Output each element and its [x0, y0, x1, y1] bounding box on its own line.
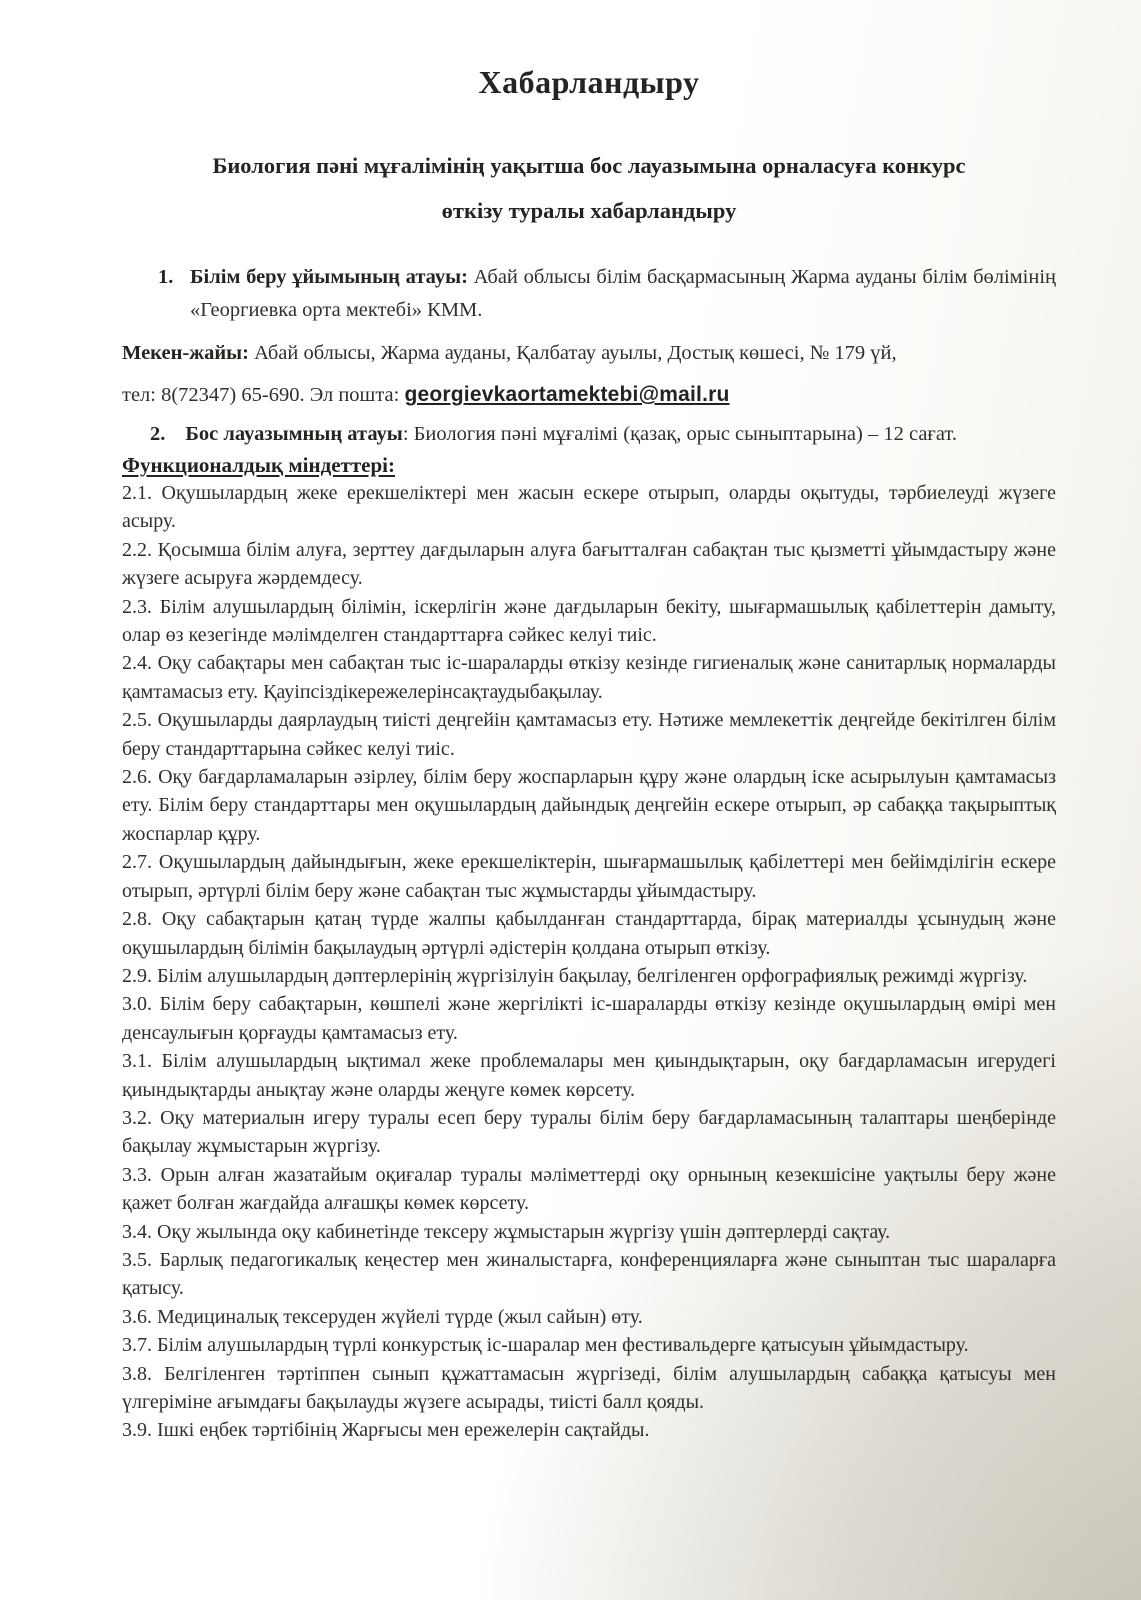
document-content: [122, 64, 1056, 1445]
duty-paragraph: 3.6. Медициналық тексеруден жүйелі түрде (жыл сайын) өту.: [122, 1305, 643, 1328]
duties-list: [122, 479, 1056, 1445]
duty-paragraph: 2.3. Білім алушылардың білімін, іскерлігін және дағдыларын бекіту, шығармашылық қабілеттерін дамыту, олар өз кезегінде мәлімделген стандарттарға сәйкес келуі тиіс.: [122, 595, 1056, 647]
subtitle-line-1: Биология пәні мұғалімінің уақытша бос лауазымына орналасуға конкурс: [212, 153, 966, 178]
duty-paragraph: 3.2. Оқу материалын игеру туралы есеп беру туралы білім беру бағдарламасының талаптары шеңберінде бақылау жұмыстарын жүргізу.: [122, 1106, 1056, 1158]
item-number: 1.: [158, 266, 174, 288]
duty-paragraph: 2.1. Оқушылардың жеке ерекшеліктері мен жасын ескере отырып, оларды оқытуды, тәрбиелеуді жүзеге асыру.: [122, 482, 1056, 533]
duty-paragraph: 2.4. Оқу сабақтары мен сабақтан тыс іс-шараларды өткізу кезінде гигиеналық және санитарлық нормаларды қамтамасыз ету. Қауіпсіздікережелерінсақтаудыбақылау.: [122, 652, 1056, 703]
address-text: Абай облысы, Жарма ауданы, Қалбатау ауылы, Достық көшесі, № 179 үй,: [248, 342, 897, 364]
duty-paragraph: 2.8. Оқу сабақтарын қатаң түрде жалпы қабылданған стандарттарда, бірақ материалды ұсынудың және оқушылардың білімін бақылаудың әртүрлі әдістерін қолдана отырып өткізу.: [122, 908, 1056, 959]
phone-text: тел: 8(72347) 65-690. Эл пошта:: [122, 384, 405, 406]
address-label: Мекен-жайы:: [122, 342, 249, 364]
duty-paragraph: 3.5. Барлық педагогикалық кеңестер мен жиналыстарға, конференцияларға және сыныптан тыс шараларға қатысу.: [122, 1248, 1056, 1300]
org-name-label: Білім беру ұйымының атауы:: [190, 266, 468, 288]
duty-paragraph: 2.7. Оқушылардың дайындығын, жеке ерекшеліктерін, шығармашылық қабілеттері мен бейімділігін ескере отырып, әртүрлі білім беру және сабақтан тыс жұмыстарды ұйымдастыру.: [122, 851, 1056, 902]
duty-paragraph: 3.9. Ішкі еңбек тәртібінің Жарғысы мен ережелерін сақтайды.: [122, 1419, 650, 1442]
duty-paragraph: 2.2. Қосымша білім алуға, зерттеу дағдыларын алуға бағытталған сабақтан тыс қызметті ұйымдастыру және жүзеге асыруға жәрдемдесу.: [122, 538, 1056, 590]
vacancy-text: : Биология пәні мұғалімі (қазақ, орыс сыныптарына) – 12 сағат.: [402, 423, 957, 445]
phone-email-line: [122, 374, 1056, 416]
duty-paragraph: 3.3. Орын алған жазатайым оқиғалар туралы мәліметтерді оқу орнының кезекшісіне уақтылы беру және қажет болған жағдайда алғашқы көмек көрсету.: [122, 1163, 1056, 1215]
duty-paragraph: 3.0. Білім беру сабақтарын, көшпелі және жергілікті іс-шараларды өткізу кезінде оқушылардың өмірі мен денсаулығын қорғауды қамтамасыз ету.: [122, 993, 1056, 1044]
duty-paragraph: 3.8. Белгіленген тәртіппен сынып құжаттамасын жүргізеді, білім алушылардың сабаққа қатысуы мен үлгеріміне ағымдағы бақылауды жүзеге асырады, тиісті балл қояды.: [122, 1362, 1056, 1413]
duties-heading: Функционалдық міндеттері:: [122, 453, 396, 477]
duty-paragraph: 2.5. Оқушыларды даярлаудың тиісті деңгейін қамтамасыз ету. Нәтиже мемлекеттік деңгейде бекітілген білім беру стандарттарына сәйкес келуі тиіс.: [122, 709, 1056, 760]
email-text: georgievkaortamektebi@mail.ru: [404, 383, 730, 406]
subtitle-line-2: өткізу туралы хабарландыру: [441, 198, 737, 223]
document-subtitle: [122, 143, 1056, 233]
org-name-item: [122, 261, 1056, 327]
duty-paragraph: 3.4. Оқу жылында оқу кабинетінде тексеру жұмыстарын жүргізу үшін дәптерлерді сақтау.: [122, 1220, 891, 1243]
vacancy-label: Бос лауазымның атауы: [185, 423, 403, 445]
org-name-text: Абай облысы білім басқармасының Жарма ауданы білім бөлімінің «Георгиевка орта мектебі» КММ.: [190, 266, 1056, 321]
document-title: Хабарландыру: [478, 64, 700, 100]
duty-paragraph: 2.9. Білім алушылардың дәптерлерінің жүргізілуін бақылау, белгіленген орфографиялық режимді жүргізу.: [122, 964, 1028, 987]
vacancy-item: [122, 418, 1056, 450]
duty-paragraph: 3.1. Білім алушылардың ықтимал жеке проблемалары мен қиындықтарын, оқу бағдарламасын игерудегі қиындықтарды анықтау және оларды жеңуге көмек көрсету.: [122, 1050, 1056, 1101]
item-number: 2.: [150, 423, 166, 445]
duty-paragraph: 2.6. Оқу бағдарламаларын әзірлеу, білім беру жоспарларын құру және олардың іске асырылуын қамтамасыз ету. Білім беру стандарттары мен оқушылардың дайындық деңгейін ескере отырып, әр сабаққа тақырыптық жоспарлар құру.: [122, 766, 1056, 845]
address-line: [122, 333, 1056, 374]
duty-paragraph: 3.7. Білім алушылардың түрлі конкурстық іс-шаралар мен фестивальдерге қатысуын ұйымдастыру.: [122, 1334, 969, 1357]
